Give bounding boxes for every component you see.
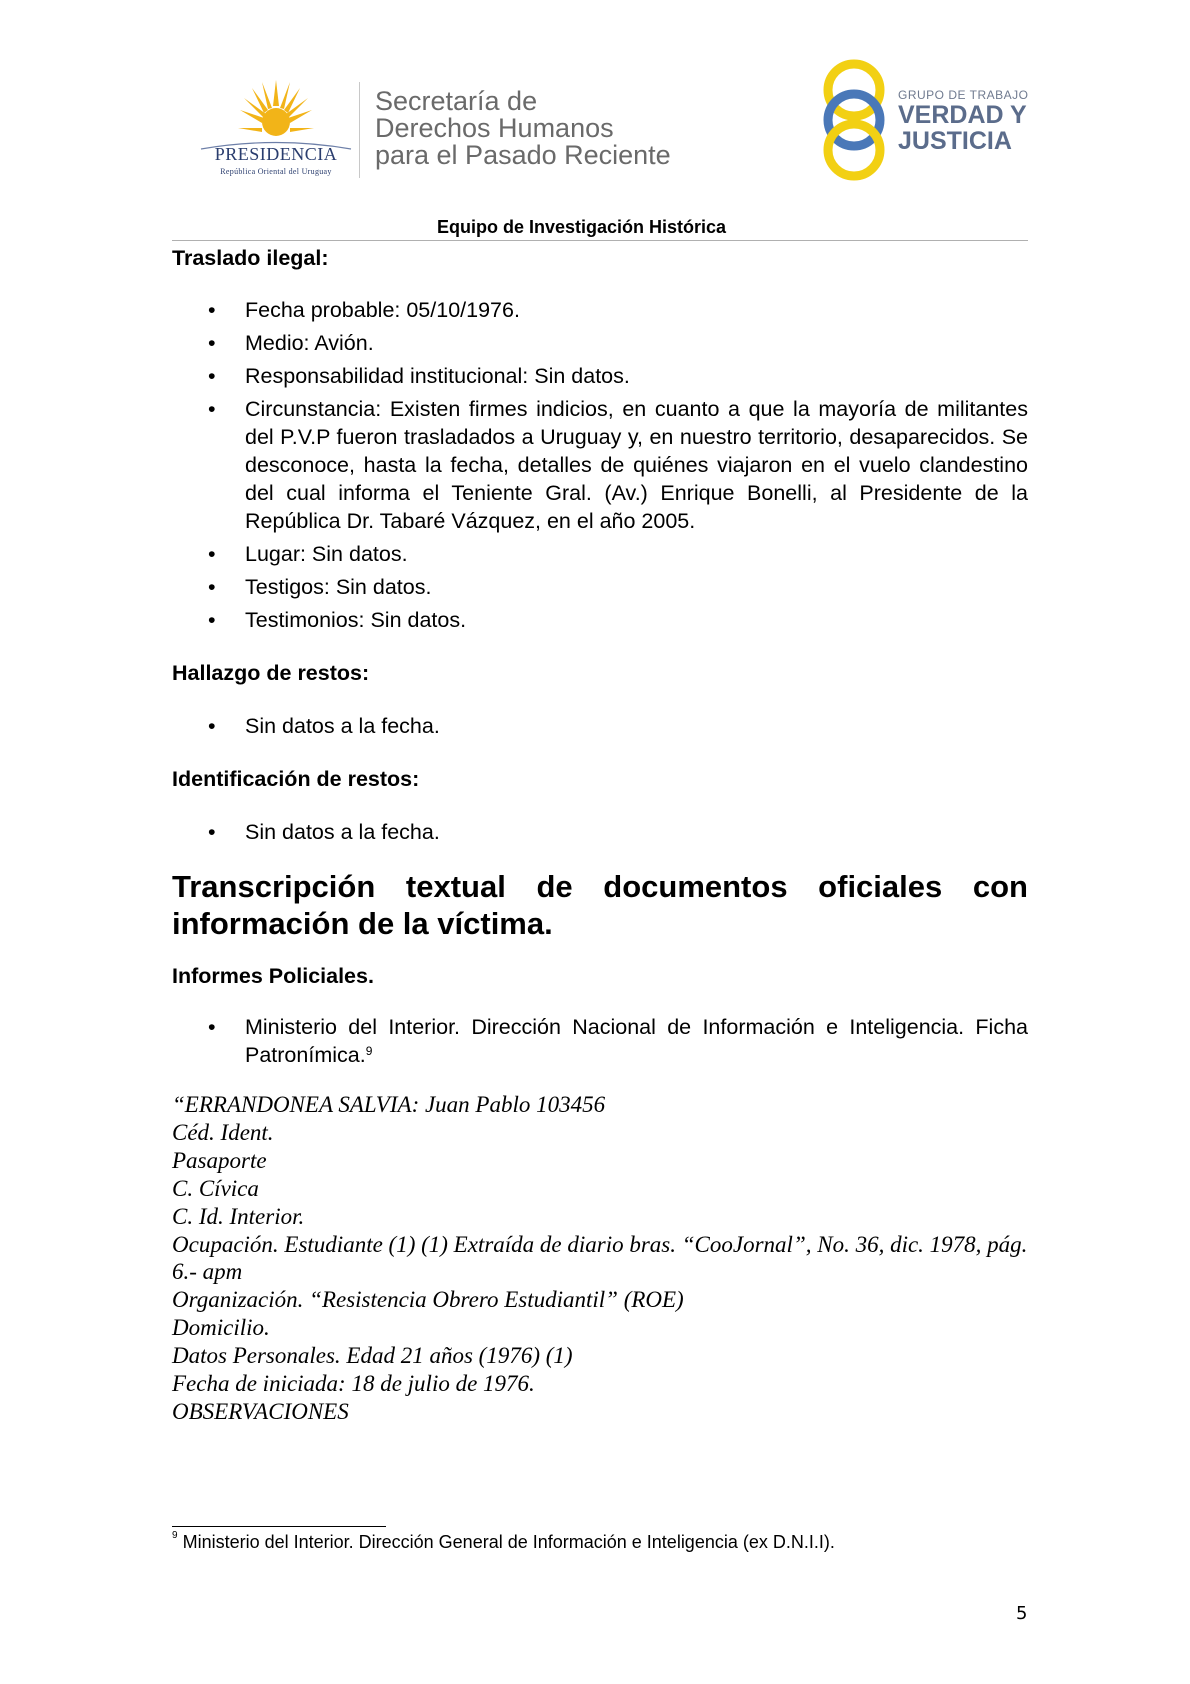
secretaria-logo-text <box>375 88 671 169</box>
footnote-rule <box>172 1526 386 1527</box>
list-item: • Testigos: Sin datos. <box>172 573 1028 601</box>
identificacion-list <box>172 818 1028 846</box>
page-number: 5 <box>1016 1603 1028 1624</box>
list-item: • Medio: Avión. <box>172 329 1028 357</box>
quote-line: Fecha de iniciada: 18 de julio de 1976. <box>172 1371 535 1397</box>
footnote-number: 9 <box>172 1530 178 1541</box>
page-header <box>0 0 1190 240</box>
hallazgo-list <box>172 712 1028 740</box>
footnote-text: Ministerio del Interior. Dirección General de Información e Inteligencia (ex D.N.I.I). <box>182 1532 835 1552</box>
quote-line: Pasaporte <box>172 1147 267 1173</box>
informe-item-text: Ministerio del Interior. Dirección Nacional de Información e Inteligencia. Ficha Patronímica. <box>245 1015 1028 1067</box>
presidencia-subtitle: República Oriental del Uruguay <box>220 167 332 176</box>
quote-line: Ocupación. Estudiante (1) (1) Extraída de diario bras. “CooJornal”, No. 36, dic. 1978, pág. 6.- apm <box>172 1231 1028 1285</box>
quote-line: OBSERVACIONES <box>172 1398 349 1424</box>
logo-divider <box>359 82 360 178</box>
verdad-label: VERDAD Y <box>898 101 1027 129</box>
traslado-heading: Traslado ilegal: <box>172 246 329 270</box>
team-title: Equipo de Investigación Histórica <box>437 217 727 237</box>
verdad-justicia-text <box>898 88 1028 154</box>
list-item: • Sin datos a la fecha. <box>172 818 1028 846</box>
secretaria-line-3: para el Pasado Reciente <box>375 140 671 170</box>
list-item: • Responsabilidad institucional: Sin datos. <box>172 362 1028 390</box>
list-item: • Circunstancia: Existen firmes indicios, en cuanto a que la mayoría de militantes del P.V.P fueron trasladados a Uruguay y, en nuestro territorio, desaparecidos. Se desconoce, hasta la fecha, detalles de quiénes viajaron en el vuelo clandestino del cual informa el Teniente Gral. (Av.) Enrique Bonelli, al Presidente de la República Dr. Tabaré Vázquez, en el año 2005. <box>172 395 1028 535</box>
list-item: • Lugar: Sin datos. <box>172 540 1028 568</box>
identificacion-heading: Identificación de restos: <box>172 767 420 791</box>
secretaria-line-2: Derechos Humanos <box>375 113 614 143</box>
list-item: • Testimonios: Sin datos. <box>172 606 1028 634</box>
ficha-transcription <box>172 1091 1028 1426</box>
page-content <box>172 244 1028 1426</box>
presidencia-name: PRESIDENCIA <box>214 144 338 164</box>
secretaria-line-1: Secretaría de <box>375 86 538 116</box>
quote-line: “ERRANDONEA SALVIA: Juan Pablo 103456 <box>172 1092 606 1117</box>
footnote-reference[interactable]: 9 <box>365 1044 373 1058</box>
header-rule <box>172 240 1028 241</box>
justicia-label: JUSTICIA <box>898 127 1012 155</box>
traslado-list <box>172 296 1028 634</box>
quote-line: Datos Personales. Edad 21 años (1976) (1) <box>172 1343 573 1369</box>
hallazgo-heading: Hallazgo de restos: <box>172 661 370 685</box>
informes-heading: Informes Policiales. <box>172 964 374 988</box>
list-item: • Sin datos a la fecha. <box>172 712 1028 740</box>
list-item <box>172 1013 1028 1069</box>
grupo-label: GRUPO DE TRABAJO <box>898 88 1029 102</box>
quote-line: Organización. “Resistencia Obrero Estudiantil” (ROE) <box>172 1287 684 1313</box>
quote-line: C. Cívica <box>172 1175 259 1201</box>
quote-line: Domicilio. <box>172 1315 270 1341</box>
informes-list <box>172 1013 1028 1069</box>
presidencia-logo <box>196 78 356 178</box>
list-item: • Fecha probable: 05/10/1976. <box>172 296 1028 324</box>
footnote <box>172 1532 835 1553</box>
quote-line: C. Id. Interior. <box>172 1203 305 1229</box>
sun-icon <box>238 78 314 148</box>
quote-line: Céd. Ident. <box>172 1119 274 1145</box>
transcripcion-title: Transcripción textual de documentos oficiales con información de la víctima. <box>172 869 1028 941</box>
